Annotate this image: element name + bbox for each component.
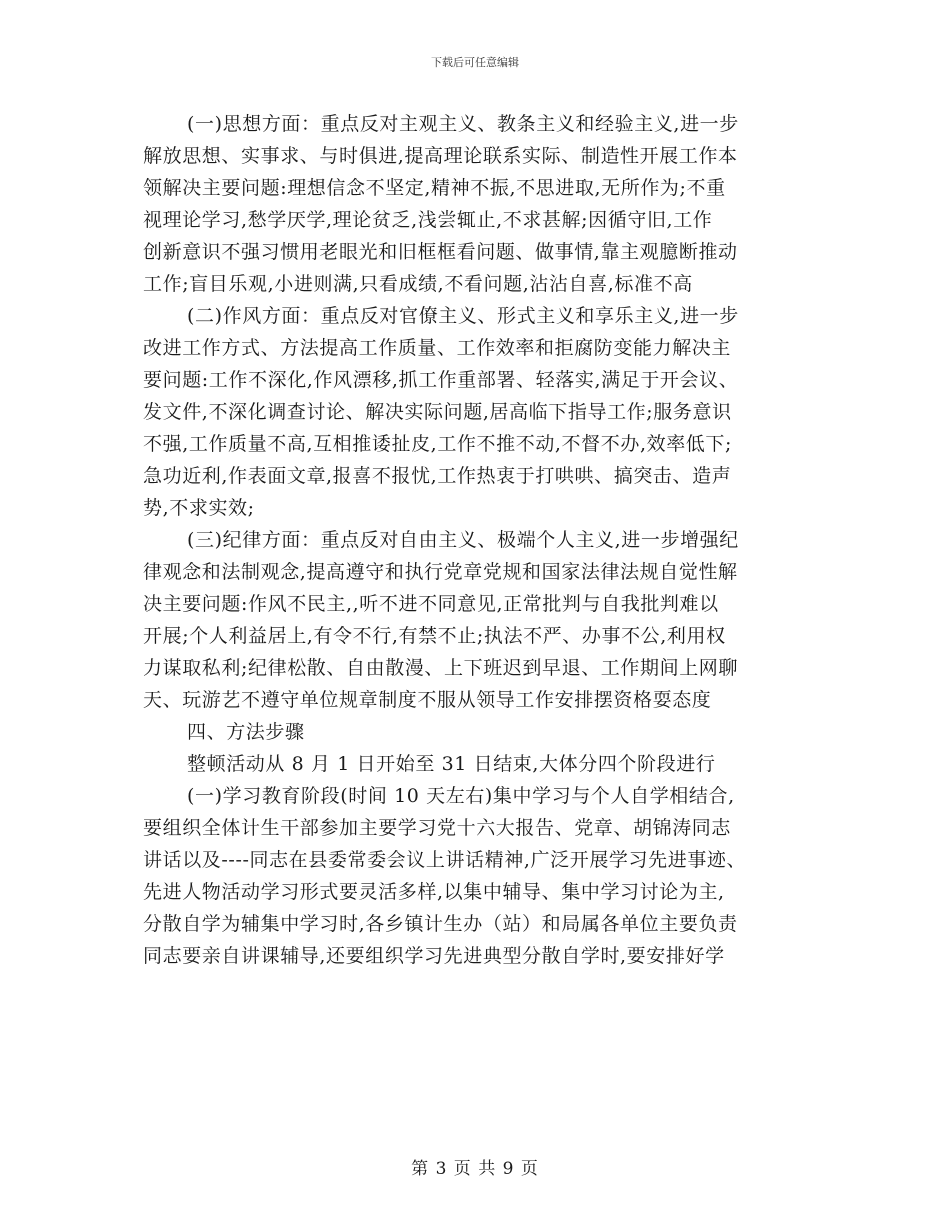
text-line: 力谋取私利;纪律松散、自由散漫、上下班迟到早退、工作期间上网聊 <box>143 657 739 679</box>
text-line: 工作;盲目乐观,小进则满,只看成绩,不看问题,沾沾自喜,标准不高 <box>143 273 693 295</box>
text-line: 同志要亲自讲课辅导,还要组织学习先进典型分散自学时,要安排好学 <box>143 945 725 967</box>
text-line: 改进工作方式、方法提高工作质量、工作效率和拒腐防变能力解决主 <box>143 337 732 359</box>
text-line: 发文件,不深化调查讨论、解决实际问题,居高临下指导工作;服务意识 <box>143 401 732 423</box>
text-line: 要组织全体计生干部参加主要学习党十六大报告、党章、胡锦涛同志 <box>143 817 732 839</box>
text-line: (二)作风方面：重点反对官僚主义、形式主义和享乐主义,进一步 <box>187 305 739 327</box>
text-line: 要问题:工作不深化,作风漂移,抓工作重部署、轻落实,满足于开会议、 <box>143 369 739 391</box>
document-body <box>143 108 823 972</box>
text-line: 分散自学为辅集中学习时,各乡镇计生办（站）和局属各单位主要负责 <box>143 913 738 935</box>
text-line: 开展;个人利益居上,有令不行,有禁不止;执法不严、办事不公,利用权 <box>143 625 726 647</box>
text-line: 讲话以及----同志在县委常委会议上讲话精神,广泛开展学习先进事迹、 <box>143 849 747 871</box>
text-line: 不强,工作质量不高,互相推诿扯皮,工作不推不动,不督不办,效率低下; <box>143 433 733 455</box>
text-line: 天、玩游艺不遵守单位规章制度不服从领导工作安排摆资格耍态度 <box>143 689 712 711</box>
text-line: 整顿活动从 8 月 1 日开始至 31 日结束,大体分四个阶段进行 <box>187 753 716 775</box>
text-line: 决主要问题:作风不民主,,听不进不同意见,正常批判与自我批判难以 <box>143 593 719 615</box>
text-line: 律观念和法制观念,提高遵守和执行党章党规和国家法律法规自觉性解 <box>143 561 738 583</box>
text-line: (三)纪律方面：重点反对自由主义、极端个人主义,进一步增强纪 <box>187 529 739 551</box>
text-line: (一)思想方面：重点反对主观主义、教条主义和经验主义,进一步 <box>187 113 739 135</box>
text-line: 急功近利,作表面文章,报喜不报忧,工作热衷于打哄哄、搞突击、造声 <box>143 465 732 487</box>
text-line: 视理论学习,愁学厌学,理论贫乏,浅尝辄止,不求甚解;因循守旧,工作 <box>143 209 713 231</box>
text-line: 先进人物活动学习形式要灵活多样,以集中辅导、集中学习讨论为主, <box>143 881 725 903</box>
page-footer: 第 3 页 共 9 页 <box>411 1159 539 1179</box>
text-line: 创新意识不强习惯用老眼光和旧框框看问题、做事情,靠主观臆断推动 <box>143 241 738 263</box>
text-line: 领解决主要问题:理想信念不坚定,精神不振,不思进取,无所作为;不重 <box>143 177 726 199</box>
text-line: 四、方法步骤 <box>187 721 305 743</box>
text-line: (一)学习教育阶段(时间 10 天左右)集中学习与个人自学相结合, <box>187 785 735 807</box>
page-header: 下载后可任意编辑 <box>431 56 519 69</box>
text-line: 解放思想、实事求、与时俱进,提高理论联系实际、制造性开展工作本 <box>143 145 738 167</box>
text-line: 势,不求实效; <box>143 497 255 519</box>
